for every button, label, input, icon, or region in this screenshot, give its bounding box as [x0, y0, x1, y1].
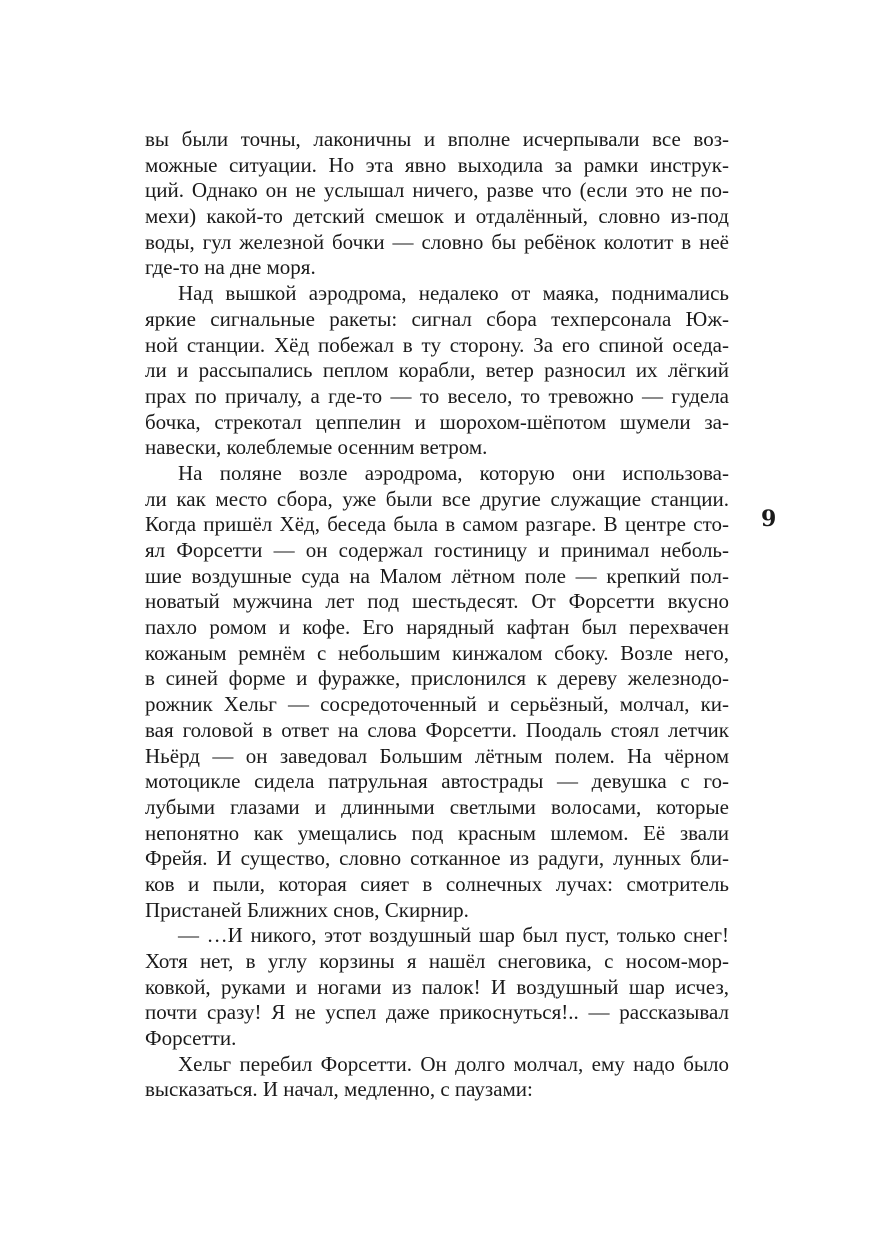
body-text [145, 127, 729, 1103]
text-line: ков и пыли, которая сияет в солнечных лучах: смотритель [145, 871, 729, 896]
text-line: — …И никого, этот воздушный шар был пуст, только снег! [178, 923, 729, 948]
text-line: Над вышкой аэродрома, недалеко от маяка, поднимались [178, 281, 729, 306]
text-line: где-то на дне моря. [145, 255, 316, 280]
text-line: навески, колеблемые осенним ветром. [145, 435, 488, 460]
paragraph [145, 127, 729, 281]
text-line: кожаным ремнём с небольшим кинжалом сбоку. Возле него, [145, 640, 729, 665]
text-line: пахло ромом и кофе. Его нарядный кафтан был перехвачен [145, 615, 729, 640]
text-line: ли как место сбора, уже были все другие служащие станции. [145, 486, 729, 511]
text-line: бочка, стрекотал цеппелин и шорохом-шёпотом шумели за- [145, 409, 729, 434]
text-line: Когда пришёл Хёд, беседа была в самом разгаре. В центре сто- [145, 512, 729, 537]
text-line: ли и рассыпались пеплом корабли, ветер разносил их лёгкий [145, 358, 729, 383]
text-line: Форсетти. [145, 1026, 237, 1051]
text-line: новатый мужчина лет под шестьдесят. От Форсетти вкусно [145, 589, 729, 614]
text-line: почти сразу! Я не успел даже прикоснуться!.. — рассказывал [145, 1000, 729, 1025]
text-line: На поляне возле аэродрома, которую они использова- [178, 460, 729, 485]
text-line: шие воздушные суда на Малом лётном поле — крепкий пол- [145, 563, 729, 588]
paragraph [145, 923, 729, 1051]
text-line: непонятно как умещались под красным шлемом. Её звали [145, 820, 729, 845]
text-line: высказаться. И начал, медленно, с паузами: [145, 1077, 533, 1102]
text-line: мехи) какой-то детский смешок и отдалённый, словно из-под [145, 204, 729, 229]
text-line: ковкой, руками и ногами из палок! И воздушный шар исчез, [145, 974, 729, 999]
text-line: ной станции. Хёд побежал в ту сторону. За его спиной оседа- [145, 332, 729, 357]
text-line: Хельг перебил Форсетти. Он долго молчал, ему надо было [178, 1051, 729, 1076]
text-line: прах по причалу, а где-то — то весело, то тревожно — гудела [145, 383, 729, 408]
text-line: лубыми глазами и длинными светлыми волосами, которые [145, 794, 729, 819]
paragraph [145, 461, 729, 923]
text-line: воды, гул железной бочки — словно бы ребёнок колотит в неё [145, 229, 729, 254]
text-line: в синей форме и фуражке, прислонился к дереву железнодо- [145, 666, 729, 691]
text-line: Фрейя. И существо, словно сотканное из радуги, лунных бли- [145, 846, 729, 871]
text-line: вы были точны, лаконичны и вполне исчерпывали все воз- [145, 127, 729, 151]
text-line: Хотя нет, в углу корзины я нашёл снеговика, с носом-мор- [145, 949, 729, 973]
text-line: Пристаней Ближних снов, Скирнир. [145, 897, 469, 922]
text-line: яркие сигнальные ракеты: сигнал сбора техперсонала Юж- [145, 306, 729, 331]
text-line: рожник Хельг — сосредоточенный и серьёзный, молчал, ки- [145, 692, 729, 717]
page-number: 9 [761, 506, 777, 532]
paragraph [145, 1052, 729, 1103]
paragraph [145, 281, 729, 461]
text-line: ций. Однако он не услышал ничего, разве что (если это не по- [145, 178, 729, 203]
text-line: можные ситуации. Но эта явно выходила за рамки инструк- [145, 152, 729, 177]
text-line: ял Форсетти — он содержал гостиницу и принимал неболь- [145, 538, 729, 562]
text-line: вая головой в ответ на слова Форсетти. Поодаль стоял летчик [145, 717, 729, 742]
text-line: Ньёрд — он заведовал Большим лётным полем. На чёрном [145, 743, 729, 768]
text-line: мотоцикле сидела патрульная автострады — девушка с го- [145, 769, 729, 794]
